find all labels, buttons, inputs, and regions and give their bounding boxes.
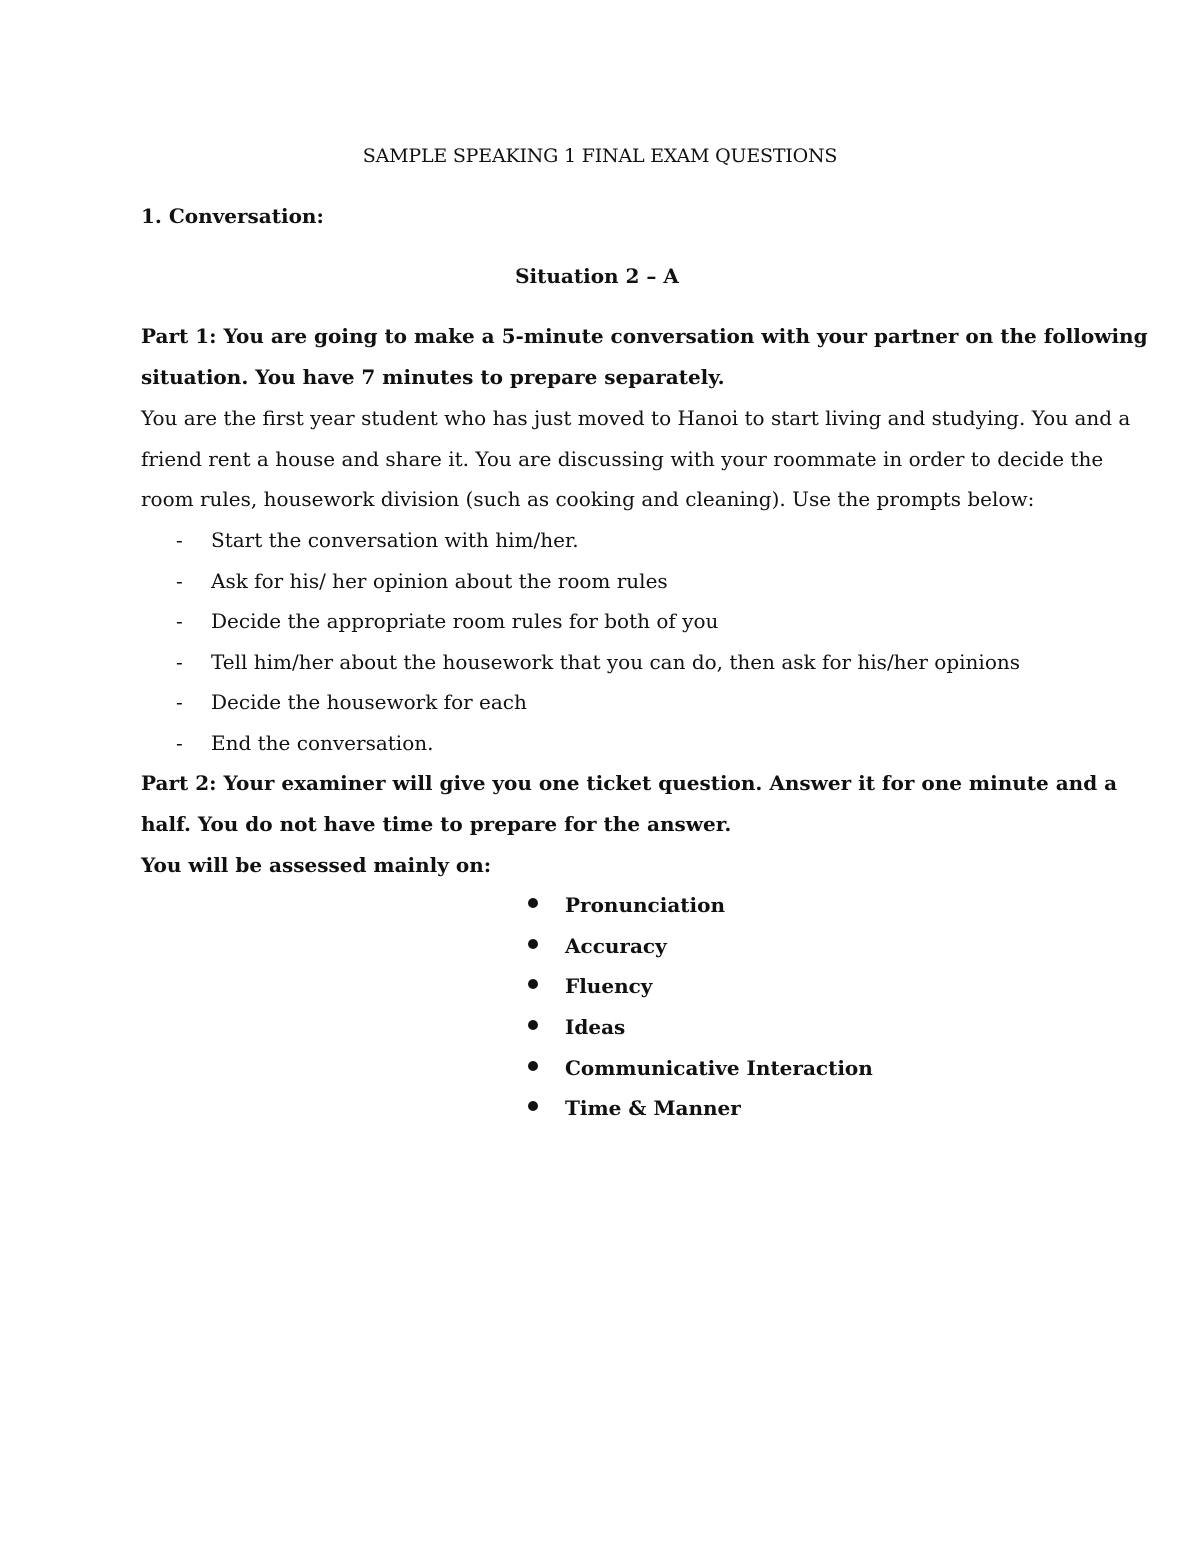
- bullet-icon: [528, 979, 538, 989]
- part1-description-line2: friend rent a house and share it. You are discussing with your roommate in order to decide the: [141, 447, 1104, 471]
- criterion-text: Time & Manner: [565, 1096, 741, 1120]
- criterion-text: Ideas: [565, 1015, 626, 1039]
- part2-instruction-line1: Part 2: Your examiner will give you one ticket question. Answer it for one minute and a: [141, 771, 1118, 795]
- bullet-icon: [528, 1101, 538, 1111]
- part2-instruction-line2: half. You do not have time to prepare for the answer.: [141, 812, 732, 836]
- prompt-text: Start the conversation with him/her.: [211, 528, 579, 552]
- bullet-icon: [528, 939, 538, 949]
- criterion-text: Pronunciation: [565, 893, 725, 917]
- dash-marker: -: [176, 731, 183, 755]
- section-heading: 1. Conversation:: [141, 204, 324, 228]
- prompt-text: Decide the appropriate room rules for both of you: [211, 609, 719, 633]
- prompt-text: Decide the housework for each: [211, 690, 527, 714]
- document-title: SAMPLE SPEAKING 1 FINAL EXAM QUESTIONS: [362, 145, 838, 167]
- situation-heading: Situation 2 – A: [515, 264, 679, 288]
- assessment-heading: You will be assessed mainly on:: [141, 853, 492, 877]
- dash-marker: -: [176, 528, 183, 552]
- bullet-icon: [528, 898, 538, 908]
- criterion-text: Communicative Interaction: [565, 1056, 873, 1080]
- dash-marker: -: [176, 609, 183, 633]
- criterion-text: Accuracy: [565, 934, 667, 958]
- part1-description-line1: You are the first year student who has just moved to Hanoi to start living and studying. You and a: [141, 406, 1131, 430]
- dash-marker: -: [176, 569, 183, 593]
- part1-instruction-line2: situation. You have 7 minutes to prepare separately.: [141, 365, 725, 389]
- bullet-icon: [528, 1020, 538, 1030]
- dash-marker: -: [176, 650, 183, 674]
- prompt-text: End the conversation.: [211, 731, 434, 755]
- prompt-text: Ask for his/ her opinion about the room rules: [211, 569, 668, 593]
- part1-instruction-line1: Part 1: You are going to make a 5-minute conversation with your partner on the following: [141, 324, 1148, 348]
- prompt-text: Tell him/her about the housework that you can do, then ask for his/her opinions: [211, 650, 1021, 674]
- bullet-icon: [528, 1061, 538, 1071]
- part1-description-line3: room rules, housework division (such as cooking and cleaning). Use the prompts below:: [141, 487, 1035, 511]
- dash-marker: -: [176, 690, 183, 714]
- criterion-text: Fluency: [565, 974, 653, 998]
